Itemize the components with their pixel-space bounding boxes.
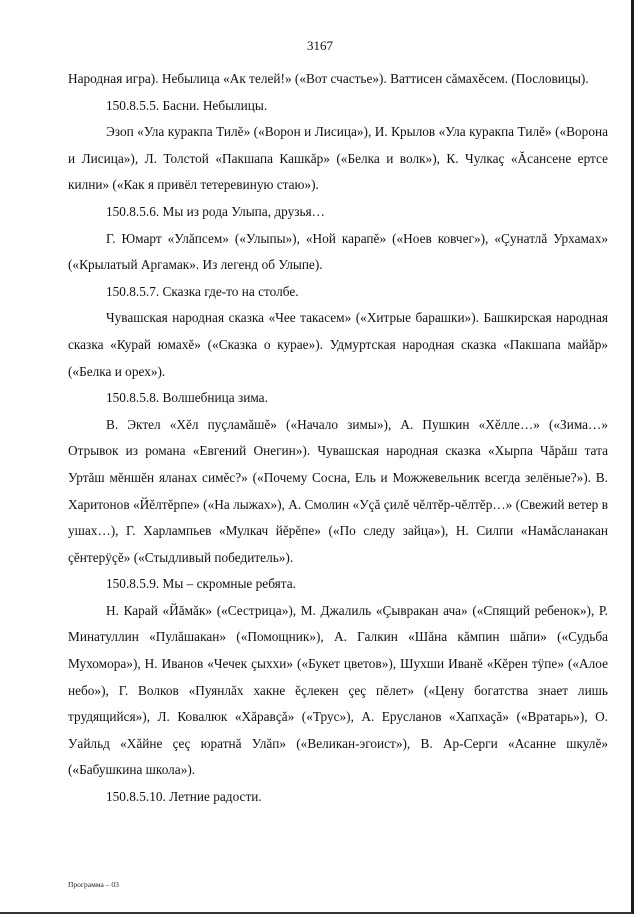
paragraph-ulyp-list: Г. Юмарт «Улăпсем» («Улыпы»), «Ной карапĕ» («Ноев ковчег»), «Çунатлă Урхамах» («Крылатый Аргамак». Из легенд об Улыпе). xyxy=(68,230,608,273)
document-body xyxy=(68,66,608,811)
section-heading-150-8-5-8: 150.8.5.8. Волшебница зима. xyxy=(106,390,268,406)
section-heading-150-8-5-9: 150.8.5.9. Мы – скромные ребята. xyxy=(106,576,296,592)
section-heading-150-8-5-5: 150.8.5.5. Басни. Небылицы. xyxy=(106,97,268,113)
paragraph-modest-list: Н. Карай «Йăмăк» («Сестрица»), М. Джалиль «Çывракан ача» («Спящий ребенок»), Р. Минатуллин «Пулăшакан» («Помощник»), А. Галкин «Шăна кăмпин шăпи» («Судьба Мухомора»), Н. Иванов «Чечек çыххи» («Букет цветов»), Шухши Иванĕ «Кĕрен тÿпе» («Алое небо»), Г. Волков «Пуянлăх хакне ĕçлекен çеç пĕлет» («Цену богатства знает лишь трудящийся»), Л. Ковалюк «Хăравçă» («Трус»), А. Ерусланов «Хапхаçă» («Вратарь»), О. Уайльд «Хăйне çеç юратнă Улăп» («Великан-эгоист»), В. Ар-Серги «Асанне шкулĕ» («Бабушкина школа»). xyxy=(68,602,608,778)
paragraph-folk-tales-list: Чувашская народная сказка «Чее такасем» («Хитрые барашки»). Башкирская народная сказка «Курай юмахĕ» («Сказка о курае»). Удмуртская народная сказка «Пакшапа майăр» («Белка и орех»). xyxy=(68,310,608,379)
footer-label: Программа – 03 xyxy=(68,880,119,889)
paragraph-winter-list: В. Эктел «Хĕл пуçламăшĕ» («Начало зимы»), А. Пушкин «Хĕлле…» («Зима…» Отрывок из романа «Евгений Онегин»). Чувашская народная сказка «Хырпа Чăрăш тата Уртăш мĕншĕн яланах симĕс?» («Почему Сосна, Ель и Можжевельник всегда зелёные?»). В. Харитонов «Йĕлтĕрпе» («На лыжах»), А. Смолин «Уçă çилĕ чĕлтĕр-чĕлтĕр…» (Свежий ветер в ушах…), Г. Харлампьев «Мулкач йĕрĕпе» («По следу зайца»), Н. Силпи «Намăсланакан çĕнтерÿçĕ» («Стыдливый победитель»). xyxy=(68,416,608,565)
section-heading-150-8-5-10: 150.8.5.10. Летние радости. xyxy=(106,789,262,805)
paragraph-fables-list: Эзоп «Ула куракпа Тилĕ» («Ворон и Лисица»), И. Крылов «Ула куракпа Тилĕ» («Ворона и Лисица»), Л. Толстой «Пакшапа Кашкăр» («Белка и волк»), К. Чулкаç «Ăсансене ертсе килни» («Как я привёл тетеревиную стаю»). xyxy=(68,124,608,193)
paragraph-1: Народная игра). Небылица «Ак телей!» («Вот счастье»). Ваттисен сăмахĕсем. (Пословицы). xyxy=(68,71,589,86)
section-heading-150-8-5-6: 150.8.5.6. Мы из рода Улыпа, друзья… xyxy=(106,203,325,219)
page-number: 3167 xyxy=(307,38,333,53)
section-heading-150-8-5-7: 150.8.5.7. Сказка где-то на столбе. xyxy=(106,283,299,299)
